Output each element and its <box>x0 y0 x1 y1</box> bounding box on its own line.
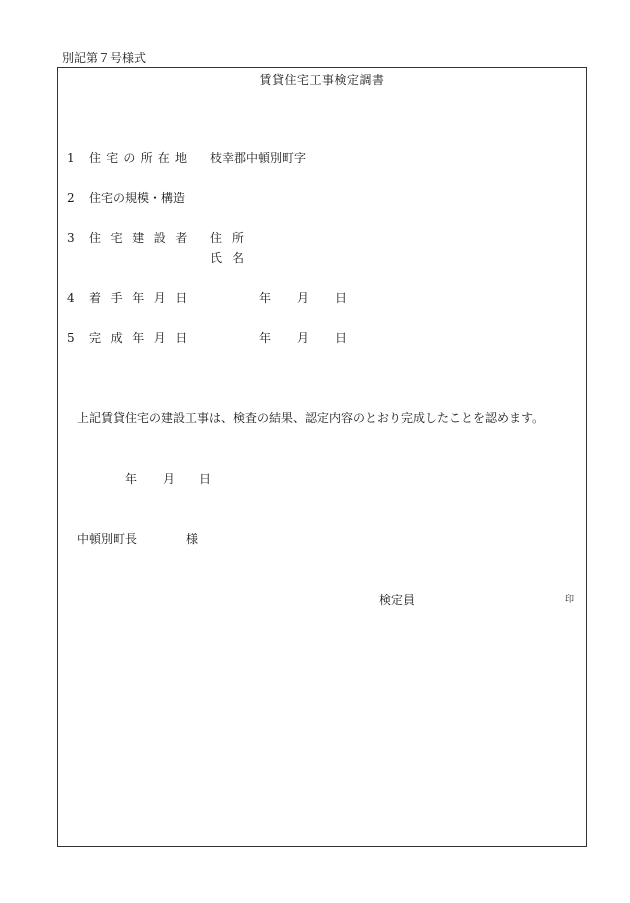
item-number: 4 <box>67 291 75 305</box>
form-frame <box>57 67 587 847</box>
item-number: 2 <box>67 191 75 205</box>
certification-statement: 上記賃貸住宅の建設工事は、検査の結果、認定内容のとおり完成したことを認めます。 <box>77 411 545 425</box>
year-label: 年 <box>259 331 272 345</box>
document-title: 賃貸住宅工事検定調書 <box>259 73 385 87</box>
item-label: 完成年月日 <box>89 331 198 345</box>
item-label: 着手年月日 <box>89 291 198 305</box>
item-number: 1 <box>67 151 75 165</box>
builder-name-label: 氏名 <box>210 251 255 265</box>
day-label: 日 <box>335 291 348 305</box>
seal-mark: 印 <box>565 595 575 605</box>
item-label: 住宅の規模・構造 <box>89 191 186 205</box>
item-label: 住宅建設者 <box>89 231 198 245</box>
item-label: 住宅の所在地 <box>89 151 193 165</box>
location-value: 枝幸郡中頓別町字 <box>210 151 307 165</box>
honorific: 様 <box>186 532 199 546</box>
builder-address-label: 住所 <box>210 231 255 245</box>
item-number: 3 <box>67 231 75 245</box>
month-label: 月 <box>297 331 310 345</box>
day-label: 日 <box>335 331 348 345</box>
addressee: 中頓別町長 <box>77 532 138 546</box>
year-label: 年 <box>125 472 138 486</box>
month-label: 月 <box>297 291 310 305</box>
inspector-label: 検定員 <box>379 593 416 607</box>
item-number: 5 <box>67 331 75 345</box>
month-label: 月 <box>163 472 176 486</box>
form-number: 別記第７号様式 <box>62 51 147 65</box>
year-label: 年 <box>259 291 272 305</box>
day-label: 日 <box>199 472 212 486</box>
